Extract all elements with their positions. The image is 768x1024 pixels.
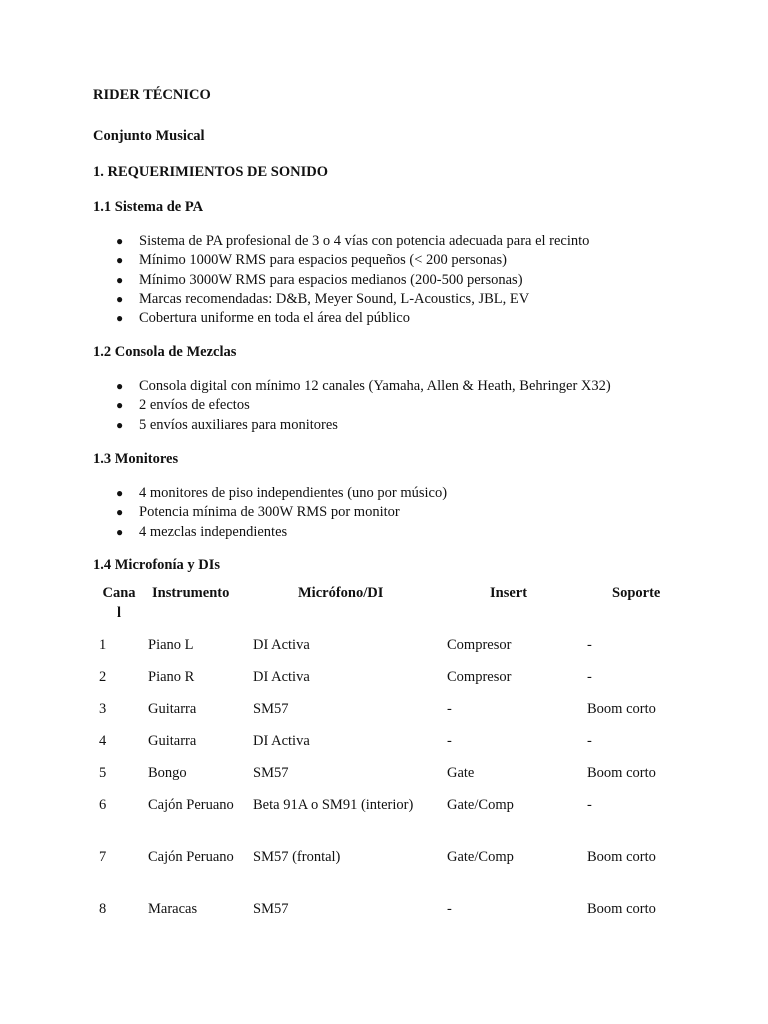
bullet-icon: ● — [116, 291, 124, 306]
cell-channel: 6 — [99, 797, 107, 813]
cell-support: Boom corto — [587, 849, 656, 865]
bullet-icon: ● — [116, 311, 124, 326]
bullet-icon: ● — [116, 505, 124, 520]
cell-insert: Compresor — [447, 669, 512, 685]
cell-instrument: Bongo — [148, 765, 187, 781]
table-header-insert: Insert — [490, 585, 528, 601]
cell-mic: DI Activa — [253, 733, 310, 749]
cell-mic: SM57 — [253, 701, 289, 717]
cell-instrument: Guitarra — [148, 701, 197, 717]
cell-insert: Gate/Comp — [447, 797, 514, 813]
cell-support: - — [587, 637, 592, 653]
cell-support: Boom corto — [587, 701, 656, 717]
table-header-channel: Cana l — [102, 585, 136, 621]
cell-mic: DI Activa — [253, 637, 310, 653]
cell-channel: 8 — [99, 901, 107, 917]
cell-insert: - — [447, 733, 452, 749]
table-header-mic: Micrófono/DI — [298, 585, 384, 601]
cell-mic: SM57 (frontal) — [253, 849, 341, 865]
cell-mic: SM57 — [253, 901, 289, 917]
cell-insert: Compresor — [447, 637, 512, 653]
cell-instrument: Cajón Peruano — [148, 797, 234, 813]
cell-channel: 2 — [99, 669, 107, 685]
bullet-icon: ● — [116, 524, 124, 539]
cell-channel: 7 — [99, 849, 107, 865]
cell-mic: DI Activa — [253, 669, 310, 685]
cell-instrument: Cajón Peruano — [148, 849, 234, 865]
cell-support: - — [587, 669, 592, 685]
section-heading-sound: 1. REQUERIMIENTOS DE SONIDO — [93, 164, 329, 180]
pa-heading: 1.1 Sistema de PA — [93, 199, 204, 215]
table-header-support: Soporte — [612, 585, 661, 601]
cell-channel: 5 — [99, 765, 107, 781]
cell-support: - — [587, 797, 592, 813]
cell-instrument: Maracas — [148, 901, 198, 917]
bullet-icon: ● — [116, 253, 124, 268]
table-header-instrument: Instrumento — [152, 585, 230, 601]
cell-channel: 1 — [99, 637, 107, 653]
document-subtitle: Conjunto Musical — [93, 128, 205, 144]
cell-insert: Gate — [447, 765, 475, 781]
cell-support: - — [587, 733, 592, 749]
bullet-icon: ● — [116, 234, 124, 248]
document-title: RIDER TÉCNICO — [93, 87, 211, 103]
cell-instrument: Piano L — [148, 637, 194, 653]
mics-heading: 1.4 Microfonía y DIs — [93, 557, 221, 573]
bullet-icon: ● — [116, 417, 124, 432]
cell-mic: Beta 91A o SM91 (interior) — [253, 797, 414, 813]
cell-channel: 4 — [99, 733, 107, 749]
bullet-icon: ● — [116, 486, 124, 500]
cell-insert: - — [447, 701, 452, 717]
monitors-heading: 1.3 Monitores — [93, 451, 179, 467]
cell-insert: Gate/Comp — [447, 849, 514, 865]
cell-support: Boom corto — [587, 765, 656, 781]
console-heading: 1.2 Consola de Mezclas — [93, 344, 237, 360]
bullet-icon: ● — [116, 398, 124, 413]
cell-channel: 3 — [99, 701, 107, 717]
bullet-icon: ● — [116, 272, 124, 287]
cell-mic: SM57 — [253, 765, 289, 781]
bullet-icon: ● — [116, 379, 124, 393]
cell-instrument: Piano R — [148, 669, 195, 685]
cell-insert: - — [447, 901, 452, 917]
cell-instrument: Guitarra — [148, 733, 197, 749]
document-page: RIDER TÉCNICO Conjunto Musical 1. REQUERIMIENTOS DE SONIDO 1.1 Sistema de PA ● Sistema de PA profesional de 3 o 4 vías con potencia adecuada para el recinto ● Mínimo 1000W RMS para espacios pequeños (< 200 personas) ● Mínimo 3000W RMS para espacios medianos (200-500 personas) ● Marcas recomendadas: D&B, Meyer Sound, L-Acoustics, JBL, EV ● Cobertura uniforme en toda el área del público 1.2 Consola de Mezclas ● Consola digital con mínimo 12 canales (Yamaha, Allen & Heath, Behringer X32) ● 2 envíos de efectos ● 5 envíos auxiliares para monitores 1.3 Monitores ● 4 monitores de piso independientes (uno por músico) ● Potencia mínima de 300W RMS por monitor ● 4 mezclas independientes 1.4 Microfonía y DIs Cana l Instrumento Micrófono/DI Insert Soporte 1 Piano L DI Activa Compresor - 2 Piano R DI Activa Compresor - 3 Guitarra SM57 - Boom corto 4 Guitarra DI Activa - - 5 Bongo SM57 Gate Boom corto 6 Cajón Peruano Beta 91A o SM91 (interior) Gate/Comp - 7 Cajón Peruano SM57 (frontal) Gate/Comp Boom corto 8 Maracas SM57 - Boom corto — [0, 0, 768, 1024]
cell-support: Boom corto — [587, 901, 656, 917]
